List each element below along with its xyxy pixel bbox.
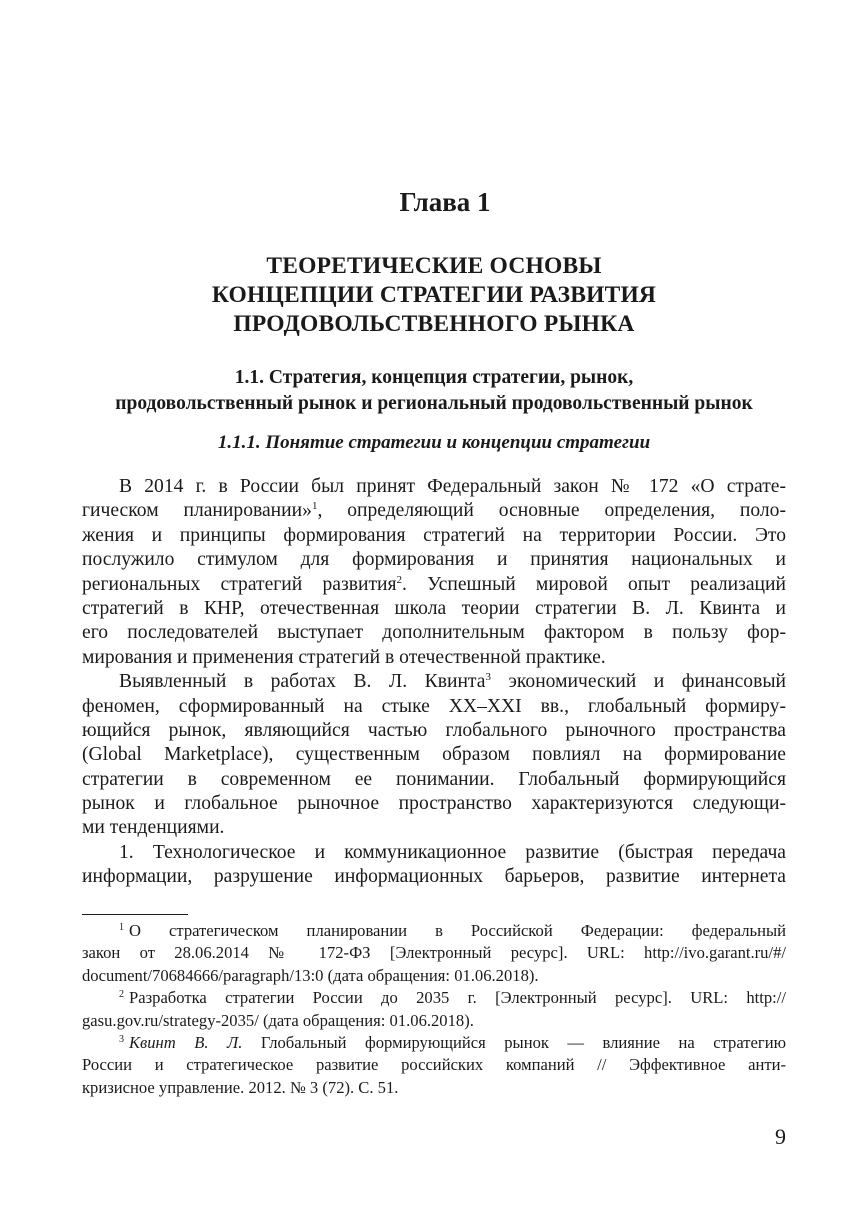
text-fragment: экономический и финансовый: [490, 671, 786, 693]
footnote-line: gasu.gov.ru/strategy-2035/ (дата обращения: 01.06.2018).: [82, 1010, 474, 1030]
footnote-line: document/70684666/paragraph/13:0 (дата обращения: 01.06.2018).: [82, 965, 539, 985]
footnote-line: закон от 28.06.2014 № 172-ФЗ [Электронный ресурс]. URL: http://ivo.garant.ru/#/: [82, 943, 786, 963]
footnote-line: кризисное управление. 2012. № 3 (72). С. 51.: [82, 1077, 399, 1097]
text-fragment: , определяющий основные определения, поло-: [317, 500, 786, 522]
text-line: послужило стимулом для формирования и принятия национальных и: [82, 549, 786, 571]
footnote-divider: [82, 914, 188, 915]
text-line: (Global Marketplace), существенным образом повлиял на формирование: [82, 744, 786, 766]
chapter-title-line: ПРОДОВОЛЬСТВЕННОГО РЫНКА: [233, 311, 635, 337]
text-line: жения и принципы формирования стратегий на территории России. Это: [82, 524, 786, 546]
footnote-author: Квинт В. Л.: [129, 1032, 243, 1052]
text-line: [82, 573, 786, 597]
section-title: [82, 365, 786, 417]
text-fragment: О стратегическом планировании в Российской Федерации: федеральный: [129, 921, 786, 940]
footnote-mark: 3: [119, 1033, 124, 1045]
text-fragment: гическом планировании»: [82, 500, 312, 522]
footnote-mark: 1: [119, 922, 124, 933]
footnote-ref: 1: [311, 500, 318, 513]
text-line: ми тенденциями.: [82, 817, 225, 839]
footnote-line: России и стратегическое развитие российских компаний // Эффективное анти-: [82, 1055, 786, 1075]
footnotes: [82, 920, 786, 1099]
chapter-label: Глава 1: [399, 187, 491, 217]
text-fragment: Выявленный в работах В. Л. Квинта: [119, 671, 486, 693]
section-title-line: продовольственный рынок и региональный продовольственный рынок: [115, 393, 753, 414]
footnote-mark: 2: [119, 989, 124, 1001]
chapter-title-line: КОНЦЕПЦИИ СТРАТЕГИИ РАЗВИТИЯ: [211, 282, 657, 308]
footnote-ref: 2: [396, 573, 403, 586]
text-line: [82, 670, 786, 694]
text-fragment: Глобальный формирующийся рынок — влияние на стратегию: [242, 1032, 786, 1052]
footnote-line: [82, 920, 786, 942]
footnote-line: [82, 987, 786, 1009]
text-line: 1. Технологическое и коммуникационное развитие (быстрая передача: [119, 841, 786, 863]
text-line: ющийся рынок, являющийся частью глобального рыночного пространства: [82, 719, 786, 741]
book-page: [82, 0, 786, 1211]
chapter-title-line: ТЕОРЕТИЧЕСКИЕ ОСНОВЫ: [266, 253, 602, 279]
text-fragment: Разработка стратегии России до 2035 г. [Электронный ресурс]. URL: http://: [129, 988, 786, 1008]
chapter-title: [82, 252, 786, 339]
text-line: В 2014 г. в России был принят Федеральный закон № 172 «О страте-: [119, 476, 786, 497]
text-line: стратегий в КНР, отечественная школа теории стратегии В. Л. Квинта и: [82, 597, 786, 619]
section-title-line: 1.1. Стратегия, концепция стратегии, рынок,: [234, 367, 634, 388]
text-line: стратегии в современном ее понимании. Глобальный формирующийся: [82, 768, 786, 790]
text-fragment: региональных стратегий развития: [82, 573, 397, 595]
page-number: 9: [775, 1124, 786, 1149]
subsection-title: 1.1.1. Понятие стратегии и концепции стратегии: [217, 432, 651, 453]
text-line: феномен, сформированный на стыке XX–XXI вв., глобальный формиру-: [82, 695, 786, 717]
text-fragment: . Успешный мировой опыт реализаций: [402, 573, 786, 595]
text-line: мирования и применения стратегий в отечественной практике.: [82, 646, 606, 668]
footnote-line: [82, 1032, 786, 1054]
text-line: его последователей выступает дополнительным фактором в пользу фор-: [82, 622, 786, 644]
body-text: [82, 475, 786, 890]
text-line: рынок и глобальное рыночное пространство характеризуются следующи-: [82, 793, 786, 815]
text-line: информации, разрушение информационных барьеров, развитие интернета: [82, 866, 786, 888]
footnote-ref: 3: [485, 671, 491, 684]
text-line: [82, 499, 786, 523]
